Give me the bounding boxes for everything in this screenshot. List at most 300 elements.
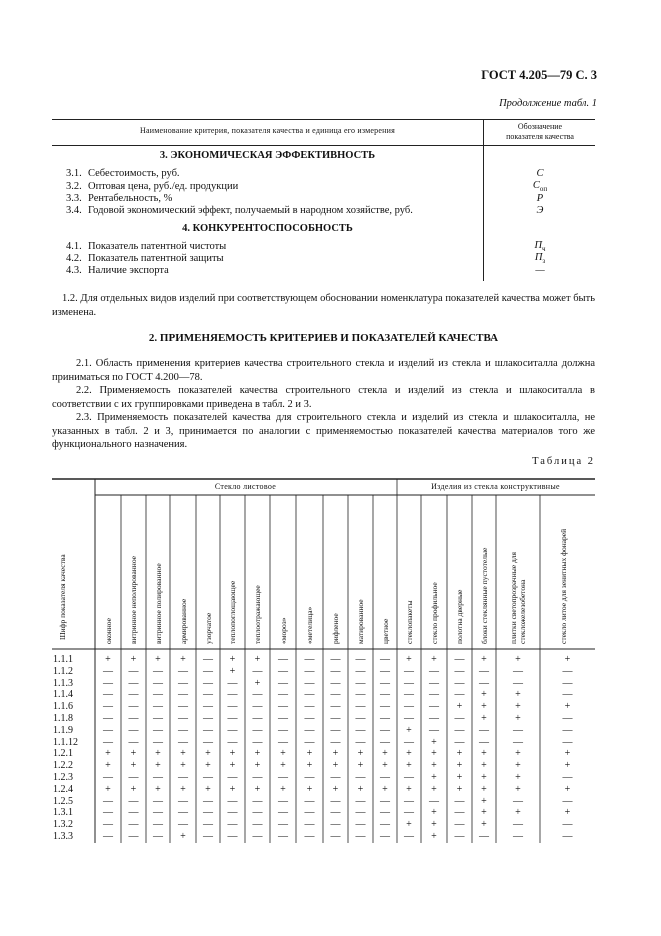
table2-column-header: рифленое	[331, 613, 340, 644]
table2-cell: +	[382, 748, 388, 760]
table2-cell: +	[431, 783, 437, 795]
table2-cell: +	[515, 689, 521, 701]
table2-column-header: стекло литое для зенитных фонарей	[558, 528, 568, 644]
table2-cell: —	[103, 772, 113, 783]
symbol-cell: $П_з$	[534, 252, 546, 266]
table2-cell: —	[153, 795, 163, 807]
table2-cell: +	[205, 760, 211, 772]
table2-cell: —	[330, 665, 341, 677]
table2-cell: —	[454, 665, 465, 677]
table2-cell: —	[252, 701, 263, 713]
table2-cell: —	[562, 795, 573, 807]
row-name: Показатель патентной защиты	[88, 253, 224, 264]
table2-cell: +	[180, 760, 186, 772]
table2-cell: —	[330, 701, 341, 713]
table2-cell: +	[130, 760, 137, 772]
table2-cell: —	[562, 665, 573, 677]
table2-cell: —	[454, 689, 465, 701]
table2-cell: +	[481, 807, 487, 819]
table2-cell: +	[130, 654, 137, 665]
symbol-cell: $П_ч$	[534, 240, 546, 254]
table2-row-code: 1.1.6	[53, 701, 73, 713]
table2-column-header: плитки светопрозрачные для стекложелезобетона	[509, 552, 527, 644]
table2-cell: —	[304, 701, 315, 713]
table2-cell: —	[103, 831, 113, 842]
table2-cell: —	[304, 689, 315, 701]
table2-cell: +	[431, 760, 437, 772]
table2-cell: —	[479, 665, 489, 677]
table2-cell: —	[203, 724, 213, 736]
table2-cell: —	[227, 795, 238, 807]
row-name: Рентабельность, %	[88, 193, 173, 204]
table2-cell: +	[564, 654, 571, 665]
table2-cell: +	[515, 654, 521, 665]
table2-cell: —	[128, 795, 139, 807]
table2-cell: —	[128, 807, 139, 819]
table2-cell: —	[562, 724, 573, 736]
table2-column-header: витринное полированное	[153, 563, 163, 644]
table2-cell: +	[254, 783, 261, 795]
table2-cell: +	[180, 783, 186, 795]
table2-row-code: 1.1.12	[53, 736, 78, 748]
paragraph-2-3: 2.3. Применяемость показателей качества для строительного стекла и изделий из стекла и шлакоситалла, не указанных в табл. 2 и 3, принимается по аналогии с применяемостью показателей качества материалов того же функционального назначения.	[52, 412, 595, 450]
table2-column-header: «мороз»	[278, 617, 288, 644]
table2-cell: +	[229, 665, 236, 677]
table2-cell: +	[431, 807, 437, 819]
table2-cell: —	[330, 807, 341, 819]
table2-cell: +	[357, 783, 364, 795]
table2-cell: +	[180, 748, 186, 760]
table2-cell: —	[178, 724, 188, 736]
table2-column-header: армированное	[178, 598, 188, 644]
table2-cell: —	[454, 819, 465, 831]
table2-cell: —	[103, 689, 113, 701]
table2-cell: —	[203, 831, 213, 842]
table2-cell: —	[227, 677, 238, 689]
table2-cell: +	[382, 783, 388, 795]
table2-cell: —	[355, 819, 366, 831]
table2-cell: —	[103, 701, 113, 713]
table2-cell: —	[380, 713, 390, 724]
table2-cell: +	[205, 748, 211, 760]
table2-cell: +	[155, 783, 161, 795]
table2-cell: —	[128, 831, 139, 842]
table2-cell: +	[456, 760, 463, 772]
symbol-cell: Э	[536, 205, 544, 216]
table2-column-header: стекло профильное	[429, 582, 439, 644]
table2-cell: —	[380, 701, 390, 713]
table2-cell: —	[355, 654, 366, 665]
table2-cell: —	[278, 689, 288, 701]
table1-col-name-header: Наименование критерия, показателя качества и единица его измерения	[140, 126, 395, 135]
table2-cell: —	[562, 772, 573, 783]
table2-cell: —	[404, 713, 414, 724]
table2-cell: —	[513, 795, 523, 807]
table2-cell: +	[406, 760, 412, 772]
table2-cell: —	[128, 772, 139, 783]
table2-cell: +	[254, 760, 261, 772]
table2-cell: —	[153, 831, 163, 842]
table2-cell: +	[564, 807, 571, 819]
table2-cell: —	[203, 713, 213, 724]
table2-cell: +	[564, 783, 571, 795]
table2-cell: +	[382, 760, 388, 772]
table2-cell: —	[103, 665, 113, 677]
table2-cell: +	[254, 677, 261, 689]
table2-cell: —	[513, 677, 523, 689]
table-continuation-note: Продолжение табл. 1	[499, 98, 597, 109]
table2-cell: +	[105, 654, 111, 665]
table2-cell: —	[380, 772, 390, 783]
table2-cell: —	[513, 831, 523, 842]
table2-cell: +	[481, 748, 487, 760]
table2-cell: —	[404, 677, 414, 689]
table2-cell: —	[178, 677, 188, 689]
table2-cell: —	[380, 831, 390, 842]
table2-cell: +	[515, 748, 521, 760]
table2-row-code: 1.1.9	[53, 724, 73, 736]
table2-cell: —	[304, 831, 315, 842]
table2-cell: —	[304, 736, 315, 748]
table2-row-code: 1.1.1	[53, 654, 73, 665]
table2-cell: —	[278, 772, 288, 783]
table2-row-code: 1.1.3	[53, 677, 73, 689]
table2-cell: —	[103, 807, 113, 819]
table2-cell: —	[562, 736, 573, 748]
table2-cell: —	[153, 665, 163, 677]
table2-cell: —	[278, 807, 288, 819]
table2-cell: —	[278, 831, 288, 842]
row-name: Годовой экономический эффект, получаемый в народном хозяйстве, руб.	[88, 205, 413, 216]
table2-cell: —	[429, 689, 439, 701]
table2-cell: —	[355, 713, 366, 724]
table2-cell: —	[203, 677, 213, 689]
table2-column-header: полотна дверные	[455, 589, 464, 644]
table2-cell: +	[229, 654, 236, 665]
table2-cell: —	[404, 736, 414, 748]
table2-cell: +	[229, 748, 236, 760]
table2-cell: —	[304, 654, 315, 665]
table2-cell: —	[380, 724, 390, 736]
page-header-title: ГОСТ 4.205—79 С. 3	[481, 68, 597, 82]
table2-cell: +	[481, 654, 487, 665]
table2-cell: —	[355, 701, 366, 713]
table2-row-code: 1.2.5	[53, 795, 73, 807]
table2-cell: —	[278, 819, 288, 831]
table2-cell: +	[564, 701, 571, 713]
table2-cell: +	[280, 783, 286, 795]
section3-title: 3. ЭКОНОМИЧЕСКАЯ ЭФФЕКТИВНОСТЬ	[159, 150, 376, 161]
table2-cell: —	[513, 736, 523, 748]
table2-cell: —	[454, 677, 465, 689]
table2-cell: —	[278, 665, 288, 677]
table2-cell: —	[429, 724, 439, 736]
table2-cell: —	[330, 724, 341, 736]
row-num: 4.1.	[66, 241, 82, 252]
table2-cell: —	[454, 795, 465, 807]
row-name: Показатель патентной чистоты	[88, 241, 227, 252]
table2-cell: —	[128, 724, 139, 736]
table2-cell: —	[380, 665, 390, 677]
table2-cell: +	[456, 748, 463, 760]
table2-row-code: 1.2.3	[53, 772, 73, 783]
table2-cell: —	[128, 713, 139, 724]
table2-cell: —	[252, 831, 263, 842]
section4-title: 4. КОНКУРЕНТОСПОСОБНОСТЬ	[182, 223, 353, 234]
table2-cell: —	[429, 665, 439, 677]
table2-cell: +	[254, 748, 261, 760]
table2-row-code: 1.3.3	[53, 831, 73, 842]
table2-cell: +	[431, 831, 437, 842]
table2-cell: +	[564, 748, 571, 760]
table2-cell: —	[278, 677, 288, 689]
table2-cell: —	[380, 795, 390, 807]
table2-row-code: 1.1.2	[53, 665, 73, 677]
table2-cell: —	[404, 689, 414, 701]
table2-cell: —	[203, 654, 213, 665]
paragraph-2-2: 2.2. Применяемость показателей качества строительного стекла и изделий из стекла и шлакоситалла в соответствии с их группировками приведена в табл. 2 и 3.	[52, 385, 595, 410]
table2-cell: —	[454, 724, 465, 736]
section-heading-2: 2. ПРИМЕНЯЕМОСТЬ КРИТЕРИЕВ И ПОКАЗАТЕЛЕЙ КАЧЕСТВА	[148, 332, 499, 344]
table2-cell: —	[203, 689, 213, 701]
table2-cell: +	[456, 701, 463, 713]
table2-cell: +	[431, 748, 437, 760]
table2-cell: —	[562, 713, 573, 724]
table2-cell: +	[130, 748, 137, 760]
table2-cell: +	[180, 831, 186, 842]
table2-cell: —	[153, 807, 163, 819]
table2-cell: +	[406, 654, 412, 665]
table2-cell: —	[479, 736, 489, 748]
table2-cell: +	[431, 736, 437, 748]
table2-cell: —	[562, 677, 573, 689]
table2-cell: —	[203, 772, 213, 783]
table2-column-header: витринное неполированное	[129, 556, 138, 644]
table2-cell: —	[128, 819, 139, 831]
table2-cell: —	[227, 819, 238, 831]
table2-cell: —	[153, 689, 163, 701]
table2-cell: +	[515, 783, 521, 795]
table2-cell: —	[278, 701, 288, 713]
table2-cell: +	[332, 760, 339, 772]
table2-cell: —	[404, 772, 414, 783]
table2-cell: —	[355, 807, 366, 819]
table2-cell: —	[227, 724, 238, 736]
table2-column-header: стеклопакеты	[404, 600, 414, 644]
symbol-cell: Р	[536, 193, 544, 204]
table2-cell: +	[431, 772, 437, 783]
table2-row-code: 1.1.8	[53, 713, 73, 724]
table2-cell: —	[227, 736, 238, 748]
table2-cell: —	[380, 736, 390, 748]
row-num: 3.3.	[66, 193, 82, 204]
table2-cell: —	[103, 795, 113, 807]
table2-cell: —	[479, 831, 489, 842]
table2-cell: —	[454, 713, 465, 724]
table2-cell: +	[306, 760, 313, 772]
table2-cell: —	[252, 724, 263, 736]
table2-cell: —	[252, 713, 263, 724]
table2-cell: —	[380, 689, 390, 701]
table2-cell: +	[515, 772, 521, 783]
table2-cell: —	[128, 677, 139, 689]
table2-cell: —	[252, 736, 263, 748]
table2-cell: —	[203, 701, 213, 713]
table2-cell: +	[564, 760, 571, 772]
table2-cell: —	[330, 689, 341, 701]
table2-cell: —	[454, 831, 465, 842]
symbol-cell: С	[536, 168, 544, 179]
table2-cell: —	[178, 689, 188, 701]
table2-cell: —	[153, 724, 163, 736]
paragraph-2-1: 2.1. Область применения критериев качества строительного стекла и изделий из стекла и шлакоситалла должна приниматься по ГОСТ 4.200—78.	[52, 358, 595, 383]
table2-cell: —	[454, 807, 465, 819]
table2-cell: +	[431, 819, 437, 831]
table2-cell: —	[153, 701, 163, 713]
table2-cell: —	[513, 819, 523, 831]
table2-cell: +	[456, 783, 463, 795]
table2-cell: +	[180, 654, 186, 665]
table2-cell: +	[515, 807, 521, 819]
table2-cell: —	[330, 654, 341, 665]
table2-cell: —	[278, 654, 288, 665]
table2-cell: —	[355, 736, 366, 748]
table2-cell: —	[429, 795, 439, 807]
table2-cell: +	[481, 795, 487, 807]
table2-cell: +	[332, 748, 339, 760]
table2-cell: —	[330, 677, 341, 689]
table2-cell: —	[178, 701, 188, 713]
table2-cell: —	[355, 772, 366, 783]
table2-caption: Таблица 2	[532, 456, 595, 467]
table2-cell: —	[128, 665, 139, 677]
table2-cell: —	[304, 665, 315, 677]
row-num: 3.1.	[66, 168, 82, 179]
table2-cell: +	[481, 713, 487, 724]
table2-cell: —	[227, 713, 238, 724]
table2-cell: —	[404, 665, 414, 677]
table2-cell: —	[304, 795, 315, 807]
table2-cell: —	[227, 831, 238, 842]
table2-cell: —	[203, 736, 213, 748]
table2-cell: —	[128, 689, 139, 701]
table2-cell: +	[481, 701, 487, 713]
table2-cell: —	[513, 665, 523, 677]
table2-cell: +	[155, 654, 161, 665]
table2-cell: —	[479, 724, 489, 736]
table2-cell: +	[481, 772, 487, 783]
table2-cell: —	[380, 807, 390, 819]
table2-cell: —	[330, 831, 341, 842]
table2-cell: +	[306, 783, 313, 795]
table2-cell: —	[479, 677, 489, 689]
table2-cell: —	[404, 701, 414, 713]
row-name: Себестоимость, руб.	[88, 168, 180, 179]
table2-column-header: матированное	[356, 599, 365, 644]
table2-cell: +	[406, 783, 412, 795]
table2-cell: —	[454, 654, 465, 665]
table2-cell: —	[178, 736, 188, 748]
table2-cell: —	[178, 795, 188, 807]
code-column-header: Шифр показателя качества	[58, 554, 67, 640]
table2-cell: —	[380, 677, 390, 689]
table2-cell: +	[406, 819, 412, 831]
table2-cell: —	[513, 724, 523, 736]
table2-cell: —	[153, 677, 163, 689]
table2-cell: —	[304, 724, 315, 736]
table2-cell: +	[515, 713, 521, 724]
table2-cell: —	[128, 701, 139, 713]
table2-cell: —	[330, 772, 341, 783]
table2-cell: —	[103, 736, 113, 748]
table2-cell: +	[431, 654, 437, 665]
table2-cell: —	[252, 772, 263, 783]
table2-cell: —	[562, 819, 573, 831]
table2-row-code: 1.3.1	[53, 807, 73, 819]
table2-row-code: 1.2.4	[53, 783, 73, 795]
table2-cell: —	[404, 831, 414, 842]
row-num: 4.2.	[66, 253, 82, 264]
group-sheet-glass: Стекло листовое	[214, 482, 277, 491]
table2-cell: +	[481, 760, 487, 772]
table2-cell: —	[304, 677, 315, 689]
row-name: Наличие экспорта	[88, 265, 169, 276]
symbol-cell: $С_{оп}$	[532, 180, 548, 194]
table2-cell: +	[155, 760, 161, 772]
paragraph-1-2: 1.2. Для отдельных видов изделий при соответствующем обосновании номенклатура показателей качества может быть изменена.	[52, 293, 595, 318]
table2-cell: —	[103, 713, 113, 724]
table2-cell: —	[404, 795, 414, 807]
table2-cell: +	[105, 783, 111, 795]
group-glass-products: Изделия из стекла конструктивные	[431, 482, 560, 491]
table2-cell: +	[280, 760, 286, 772]
table2-cell: +	[229, 760, 236, 772]
table2-cell: —	[203, 807, 213, 819]
table2-cell: —	[429, 713, 439, 724]
table2-cell: +	[481, 689, 487, 701]
table2-cell: +	[130, 783, 137, 795]
row-num: 3.2.	[66, 181, 82, 192]
table2-cell: —	[404, 807, 414, 819]
table2-cell: —	[304, 807, 315, 819]
table2-cell: +	[357, 748, 364, 760]
table2-cell: —	[429, 677, 439, 689]
table2-cell: —	[178, 665, 188, 677]
table2-cell: —	[330, 736, 341, 748]
table2-cell: —	[128, 736, 139, 748]
table2-cell: —	[227, 772, 238, 783]
table2-column-header: блоки стеклянные пустотелые	[479, 547, 489, 644]
table2-cell: +	[229, 783, 236, 795]
table2-cell: —	[227, 689, 238, 701]
table2-row-code: 1.2.2	[53, 760, 73, 772]
table2-row-code: 1.2.1	[53, 748, 73, 760]
table2-cell: +	[406, 724, 412, 736]
table2-cell: +	[332, 783, 339, 795]
table2-cell: —	[252, 795, 263, 807]
table2-column-header: «метелица»	[305, 606, 314, 644]
table2-cell: —	[252, 665, 263, 677]
table2-cell: —	[252, 819, 263, 831]
table2-cell: —	[278, 795, 288, 807]
table2-cell: —	[355, 677, 366, 689]
table2-cell: +	[205, 783, 211, 795]
table2-cell: —	[355, 831, 366, 842]
table2-cell: —	[355, 795, 366, 807]
table2-cell: +	[481, 819, 487, 831]
table2-cell: —	[380, 819, 390, 831]
table2-cell: +	[155, 748, 161, 760]
